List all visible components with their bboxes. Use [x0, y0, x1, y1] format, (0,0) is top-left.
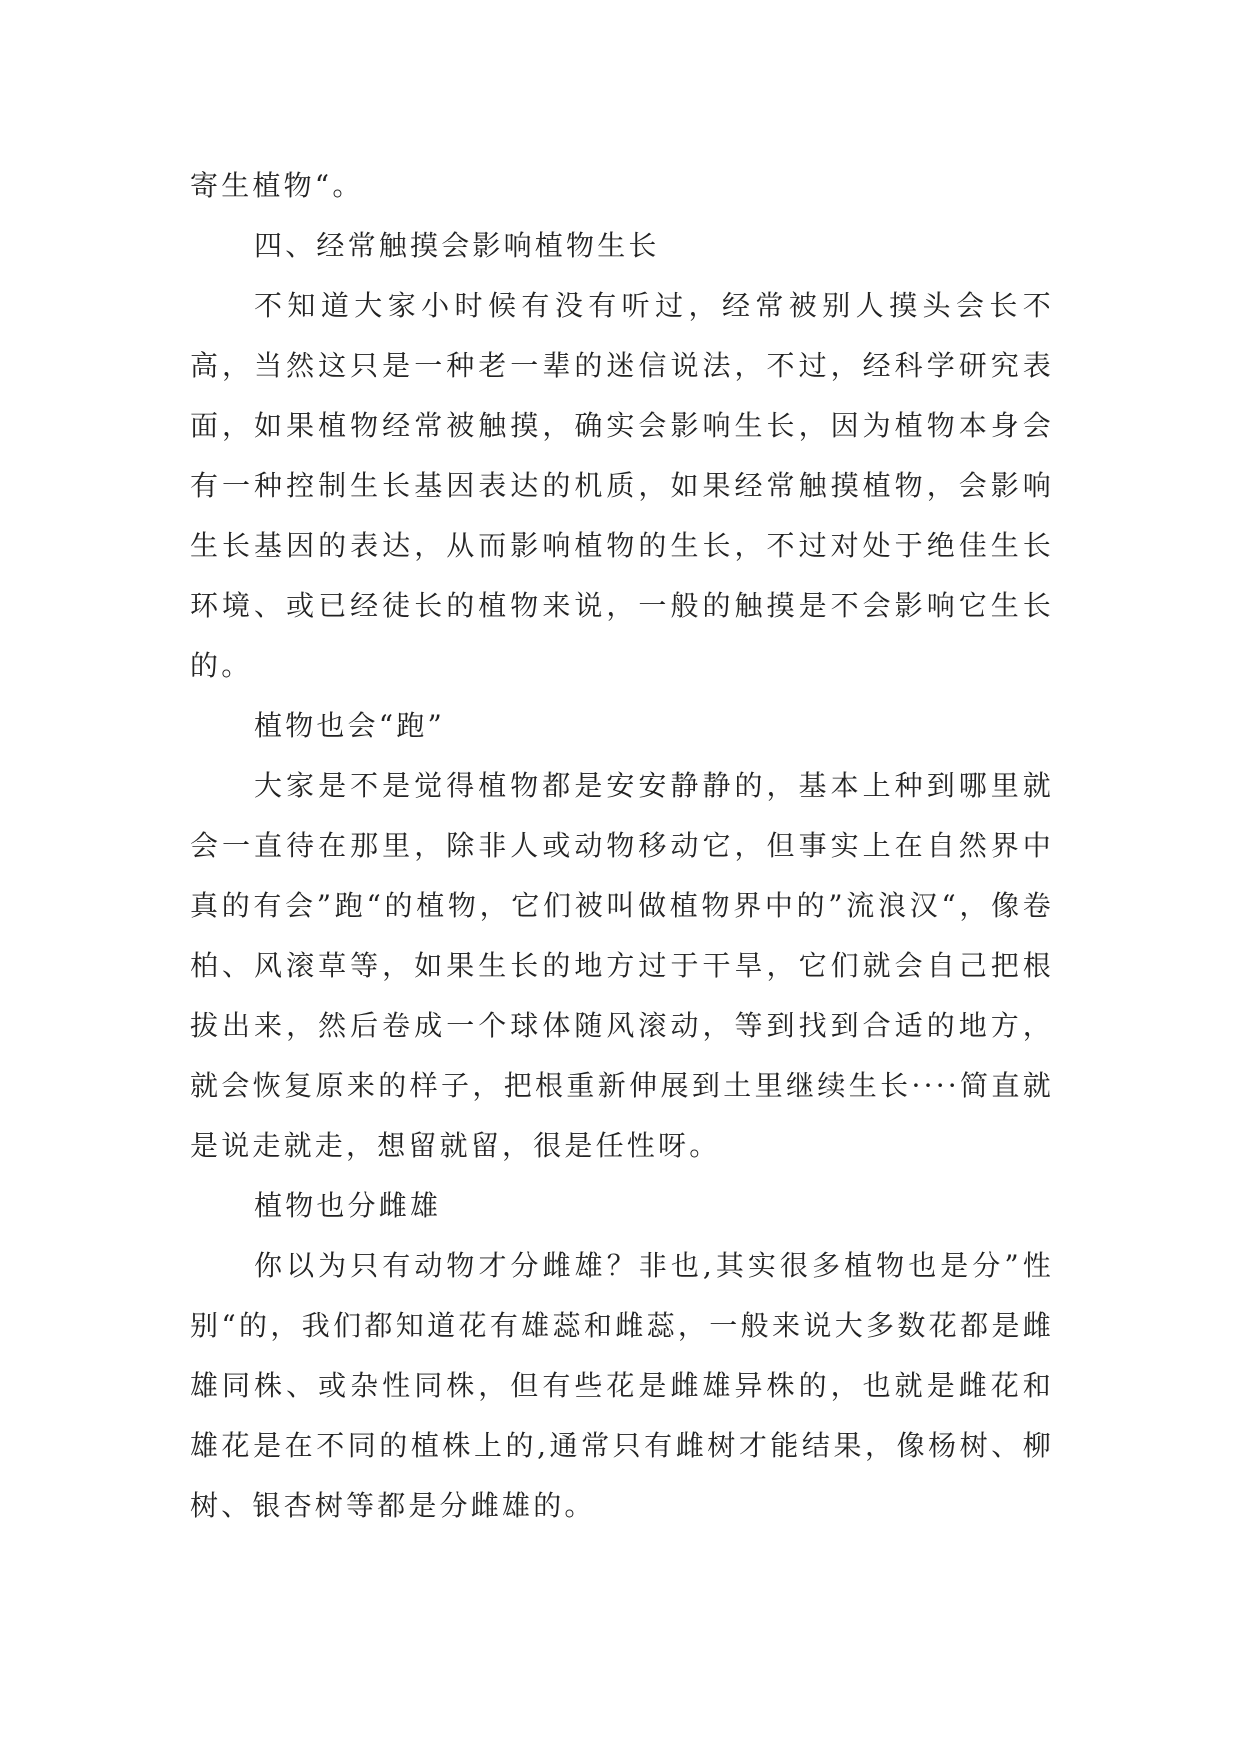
section-heading-run: 植物也会“跑”: [254, 709, 446, 742]
section-heading-touch: 四、经常触摸会影响植物生长: [254, 229, 660, 262]
section-body-run: 大家是不是觉得植物都是安安静静的，基本上种到哪里就会一直待在那里，除非人或动物移动它，但事实上在自然界中真的有会”跑“的植物，它们被叫做植物界中的”流浪汉“，像卷柏、风滚草等，如果生长的地方过于干旱，它们就会自己把根拔出来，然后卷成一个球体随风滚动，等到找到合适的地方，就会恢复原来的样子，把根重新伸展到土里继续生长····简直就是说走就走，想留就留，很是任性呀。: [190, 769, 1054, 1162]
document-body: [190, 156, 1054, 1536]
section-body-touch: 不知道大家小时候有没有听过，经常被别人摸头会长不高，当然这只是一种老一辈的迷信说法，不过，经科学研究表面，如果植物经常被触摸，确实会影响生长，因为植物本身会有一种控制生长基因表达的机质，如果经常触摸植物，会影响生长基因的表达，从而影响植物的生长，不过对处于绝佳生长环境、或已经徒长的植物来说，一般的触摸是不会影响它生长的。: [190, 289, 1054, 682]
continuation-paragraph: 寄生植物“。: [190, 169, 364, 202]
section-heading-sex: 植物也分雌雄: [254, 1189, 442, 1222]
section-body-sex: 你以为只有动物才分雌雄？非也,其实很多植物也是分”性别“的，我们都知道花有雄蕊和雌蕊，一般来说大多数花都是雌雄同株、或杂性同株，但有些花是雌雄异株的，也就是雌花和雄花是在不同的植株上的,通常只有雌树才能结果，像杨树、柳树、银杏树等都是分雌雄的。: [190, 1249, 1054, 1522]
